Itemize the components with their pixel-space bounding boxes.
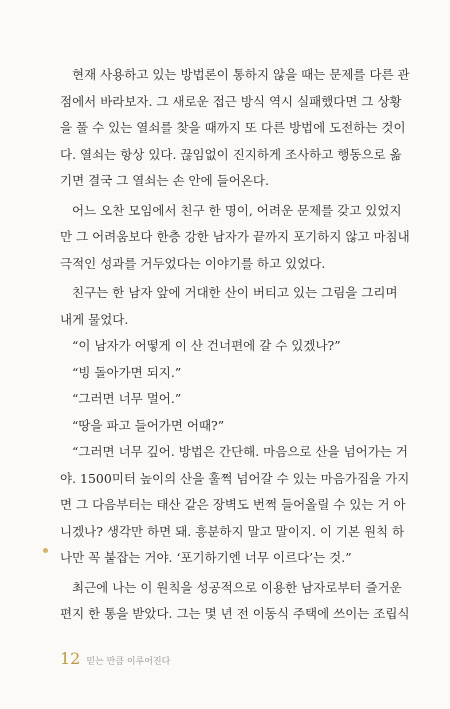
paragraph-last (60, 575, 410, 628)
paragraph-3 (60, 280, 398, 333)
text-line: 면 그 다음부터는 태산 같은 장벽도 번쩍 들어올릴 수 있는 거 아 (60, 497, 406, 512)
text-line: 만 그 어려움보다 한층 강한 남자가 끝까지 포기하지 않고 마침내 (60, 229, 410, 244)
page-footer (60, 649, 170, 668)
text-line: 어느 오찬 모임에서 친구 한 명이, 어려운 문제를 갖고 있었지 (72, 202, 402, 218)
text-line: “그러면 너무 깊어. 방법은 간단해. 마음으로 산을 넘어가는 거 (72, 444, 408, 459)
dialogue-line (60, 360, 393, 387)
text-line: “이 남자가 어떻게 이 산 건너편에 갈 수 있겠나?” (72, 338, 341, 353)
text-line: 내게 물었다. (60, 311, 129, 327)
dialogue-line (60, 333, 393, 360)
margin-mark (43, 548, 48, 553)
paragraph-1 (60, 62, 410, 195)
paragraph-dialogue-long (60, 439, 410, 572)
dialogue-line (60, 413, 393, 440)
text-line: 점에서 바라보자. 그 새로운 접근 방식 역시 실패했다면 그 상황 (60, 93, 402, 109)
text-line: 을 풀 수 있는 열쇠를 찾을 때까지 또 다른 방법에 도전하는 것이 (60, 120, 406, 135)
text-line: 친구는 한 남자 앞에 거대한 산이 버티고 있는 그림을 그리며 (72, 285, 398, 300)
paragraph-2 (60, 198, 410, 278)
text-line: 니겠나? 생각만 하면 돼. 흥분하지 말고 말이지. 이 기본 원칙 하 (60, 523, 405, 539)
text-line: 나만 꼭 붙잡는 거야. ‘포기하기엔 너무 이르다’는 것.” (60, 550, 352, 565)
body-text (60, 62, 410, 628)
text-line: 현재 사용하고 있는 방법론이 통하지 않을 때는 문제를 다른 관 (72, 67, 410, 82)
page-number: 12 (60, 649, 81, 668)
text-line: “땅을 파고 들어가면 어때?” (72, 417, 225, 433)
text-line: 다. 열쇠는 항상 있다. 끊임없이 진지하게 조사하고 행동으로 옮 (60, 146, 402, 162)
text-line: “그러면 너무 멀어.” (72, 391, 182, 406)
text-line: “빙 돌아가면 되지.” (72, 364, 182, 380)
dialogue-line (60, 386, 393, 413)
text-line: 편지 한 통을 받았다. 그는 몇 년 전 이동식 주택에 쓰이는 조립식 (60, 606, 410, 621)
text-line: 최근에 나는 이 원칙을 성공적으로 이용한 남자로부터 즐거운 (72, 579, 402, 595)
running-title: 믿는 만큼 이루어진다 (86, 657, 171, 667)
text-line: 야. 1500미터 높이의 산을 훌쩍 넘어갈 수 있는 마음가짐을 가지 (60, 470, 410, 486)
text-line: 극적인 성과를 거두었다는 이야기를 하고 있었다. (60, 255, 326, 271)
text-line: 기면 결국 그 열쇠는 손 안에 들어온다. (60, 173, 269, 188)
